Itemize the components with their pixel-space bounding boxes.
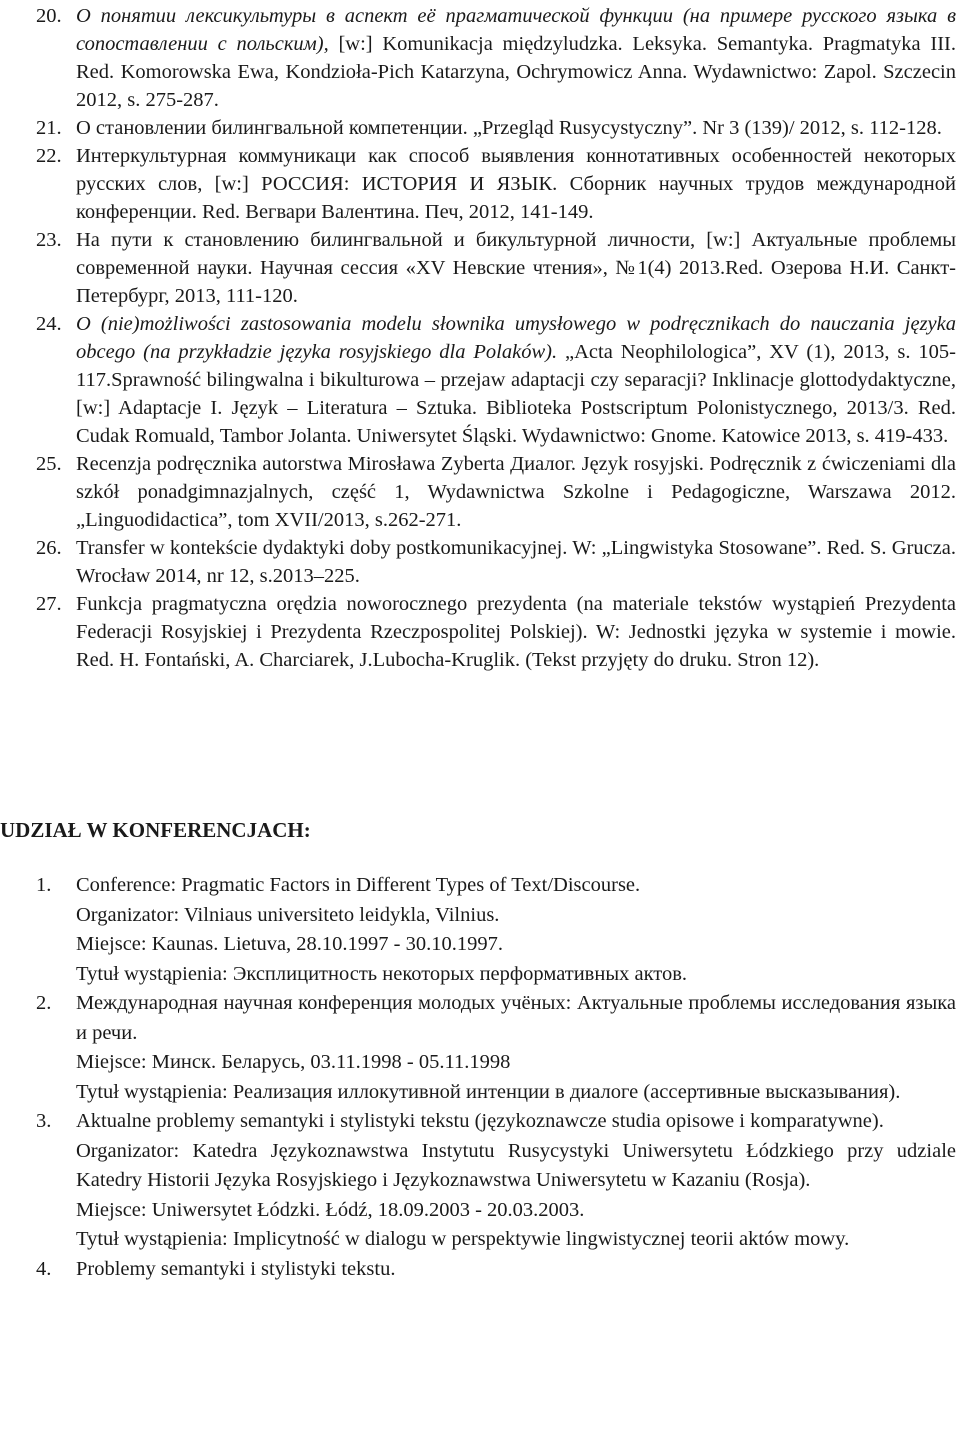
publication-details: На пути к становлению билингвальной и бикультурной личности, [w:] Актуальные проблемы современной науки. Научная сессия «XV Невские чтения», №1(4) 2013.Red. Озерова Н.И. Санкт-Петербург, 2013, 111-120. [76, 229, 956, 307]
publication-details: [w:] Komunikacja międzyludzka. Leksyka. Semantyka. Pragmatyka III. Red. Komorowska Ewa, Kondzioła-Pich Katarzyna, Ochrymowicz Anna. Wydawnictwo: Zapol. Szczecin 2012, s. 275-287. [76, 33, 956, 111]
publication-list [0, 2, 960, 674]
conference-place: Miejsce: Минск. Беларусь, 03.11.1998 - 05.11.1998 [76, 1051, 511, 1073]
publication-details: Transfer w kontekście dydaktyki doby postkomunikacyjnej. W: „Lingwistyka Stosowane”. Red. S. Grucza. Wrocław 2014, nr 12, s.2013–225. [76, 537, 956, 587]
item-number: 20. [36, 5, 62, 27]
item-number: 21. [36, 117, 62, 139]
publication-title: О понятии лексикультуры в аспект её прагматической функции (на примере русского языка в сопоставлении с польским), [76, 5, 956, 55]
publication-title: O (nie)możliwości zastosowania modelu słownika umysłowego w podręcznikach do nauczania języka obcego (na przykładzie języka rosyjskiego dla Polaków). [76, 313, 956, 363]
conference-item-1 [0, 871, 960, 989]
conference-talk-title: Tytuł wystąpienia: Эксплицитность некоторых перформативных актов. [76, 962, 688, 985]
conference-list [0, 871, 960, 1284]
item-number: 3. [36, 1110, 52, 1132]
publication-details: Funkcja pragmatyczna orędzia noworocznego prezydenta (na materiale tekstów wystąpień Prezydenta Federacji Rosyjskiej i Prezydenta Rzeczpospolitej Polskiej). W: Jednostki języka w systemie i mowie. Red. H. Fontański, A. Charciarek, J.Lubocha-Kruglik. (Tekst przyjęty do druku. Stron 12). [76, 593, 956, 671]
conference-talk-title: Tytuł wystąpienia: Реализация иллокутивной интенции в диалоге (ассертивные высказывания). [76, 1080, 901, 1103]
conference-item-2 [0, 989, 960, 1107]
publication-item-26 [0, 534, 960, 590]
conference-item-3 [0, 1107, 960, 1255]
conference-title: Problemy semantyki i stylistyki tekstu. [76, 1257, 396, 1280]
item-number: 23. [36, 229, 62, 251]
publication-item-20 [0, 2, 960, 114]
item-number: 24. [36, 313, 62, 335]
conference-title: Conference: Pragmatic Factors in Different Types of Text/Discourse. [76, 874, 641, 896]
item-number: 25. [36, 453, 62, 475]
conference-organizer: Organizator: Vilniaus universiteto leidykla, Vilnius. [76, 903, 500, 926]
item-number: 26. [36, 537, 62, 559]
section-heading-conferences: UDZIAŁ W KONFERENCJACH: [0, 818, 311, 842]
publication-item-21 [0, 114, 960, 142]
item-number: 2. [36, 992, 52, 1014]
conference-item-4 [0, 1255, 960, 1285]
item-number: 1. [36, 874, 52, 896]
publication-item-27 [0, 590, 960, 674]
item-number: 27. [36, 593, 62, 615]
publication-details: „Acta Neophilologica”, XV (1), 2013, s. 105-117.Sprawność bilingwalna i bikulturowa – przejaw adaptacji czy separacji? Inklinacje glottodydaktyczne, [w:] Adaptacje I. Język – Literatura – Sztuka. Biblioteka Postscriptum Polonistycznego, 2013/3. Red. Cudak Romuald, Tambor Jolanta. Uniwersytet Śląski. Wydawnictwo: Gnome. Katowice 2013, s. 419-433. [76, 341, 956, 447]
item-number: 4. [36, 1257, 52, 1280]
publication-details: О становлении билингвальной компетенции. „Przegląd Rusycystyczny”. Nr 3 (139)/ 2012, s. 112-128. [76, 117, 942, 139]
conference-place: Miejsce: Uniwersytet Łódzki. Łódź, 18.09.2003 - 20.03.2003. [76, 1198, 585, 1221]
conference-organizer: Organizator: Katedra Językoznawstwa Instytutu Rusycystyki Uniwersytetu Łódzkiego przy udziale Katedry Historii Języka Rosyjskiego i Językoznawstwa Uniwersytetu w Kazaniu (Rosja). [76, 1139, 956, 1191]
conference-title: Международная научная конференция молодых учёных: Актуальные проблемы исследования языка и речи. [76, 992, 956, 1044]
conference-talk-title: Tytuł wystąpienia: Implicytność w dialogu w perspektywie lingwistycznej teorii aktów mowy. [76, 1228, 850, 1250]
publication-item-23 [0, 226, 960, 310]
conference-title: Aktualne problemy semantyki i stylistyki tekstu (językoznawcze studia opisowe i komparatywne). [76, 1110, 884, 1132]
publication-details: Интеркультурная коммуникаци как способ выявления коннотативных особенностей некоторых русских слов, [w:] РОССИЯ: ИСТОРИЯ И ЯЗЫК. Сборник научных трудов международной конференции. Red. Вегвари Валентина. Печ, 2012, 141-149. [76, 145, 956, 223]
publication-item-24 [0, 310, 960, 450]
conference-place: Miejsce: Kaunas. Lietuva, 28.10.1997 - 30.10.1997. [76, 933, 504, 955]
publication-item-22 [0, 142, 960, 226]
item-number: 22. [36, 145, 62, 167]
publication-item-25 [0, 450, 960, 534]
publication-details: Recenzja podręcznika autorstwa Mirosława Zyberta Диалог. Język rosyjski. Podręcznik z ćwiczeniami dla szkół ponadgimnazjalnych, część 1, Wydawnictwa Szkolne i Pedagogiczne, Warszawa 2012. „Linguodidactica”, tom XVII/2013, s.262-271. [76, 453, 956, 531]
